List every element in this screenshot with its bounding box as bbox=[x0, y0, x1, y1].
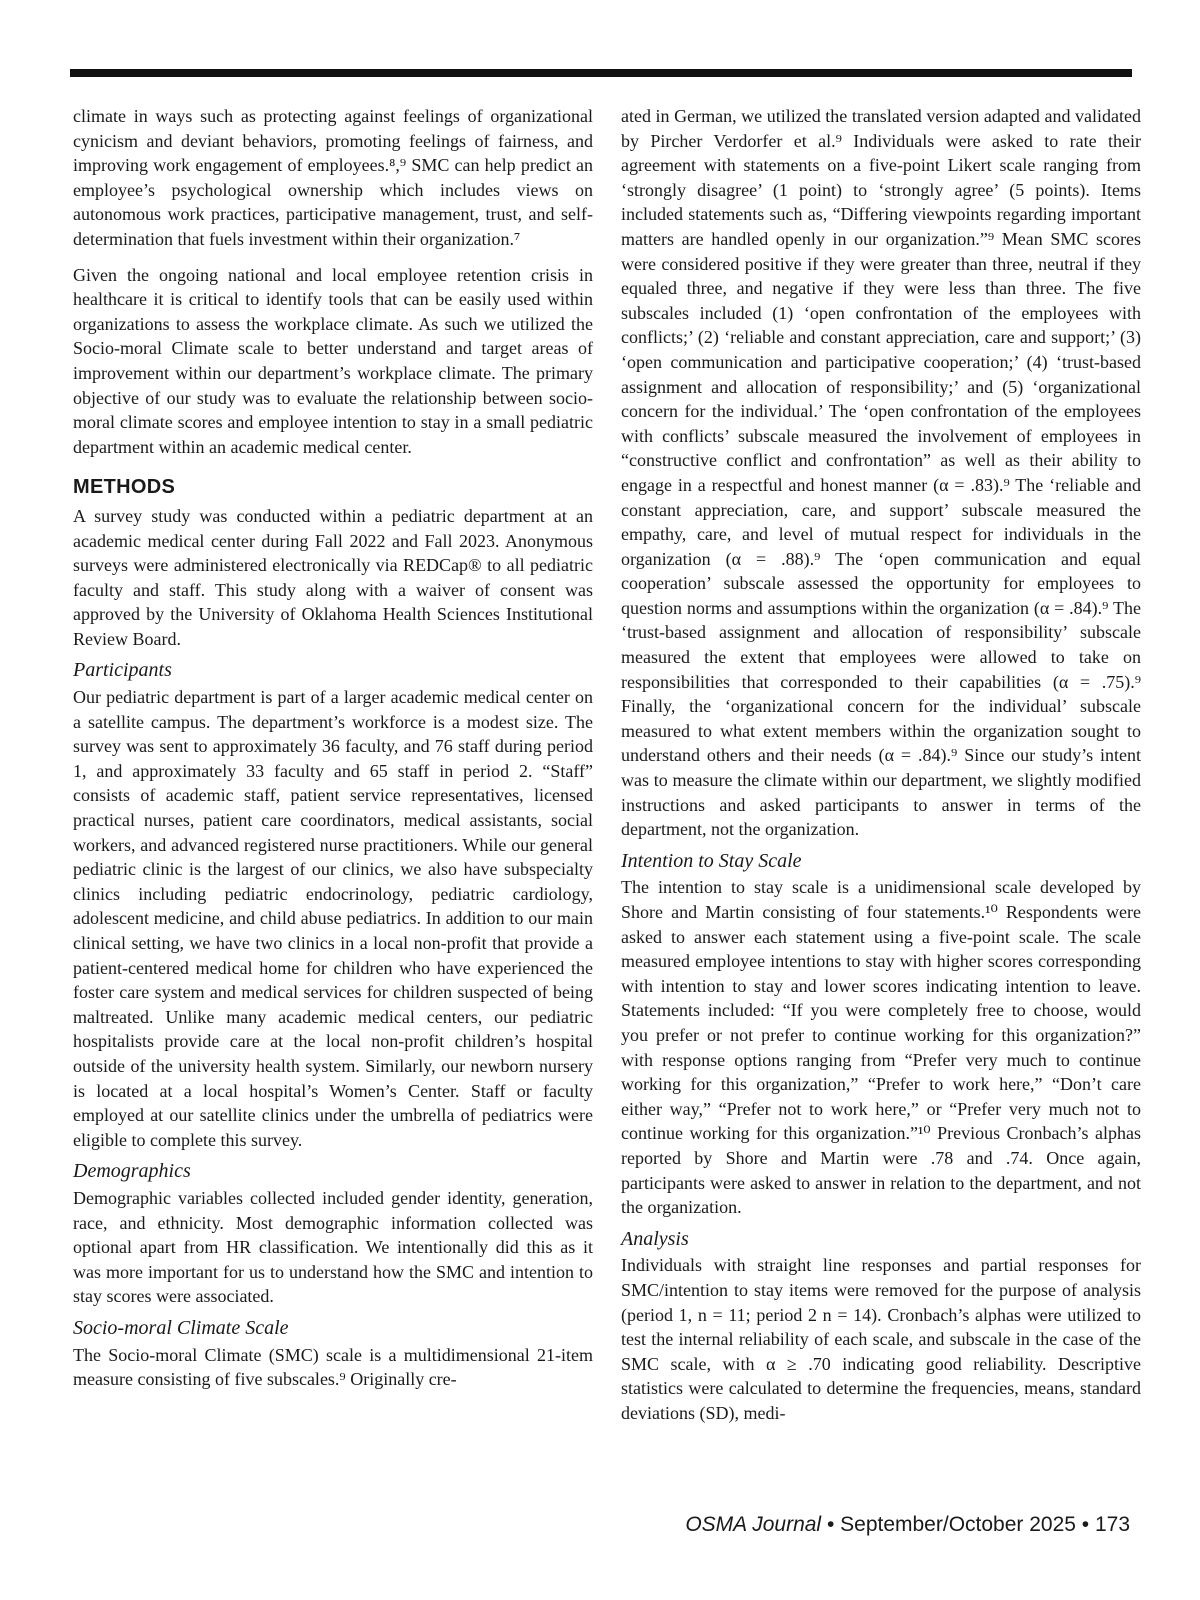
methods-heading: METHODS bbox=[73, 476, 176, 499]
top-rule bbox=[70, 69, 1132, 77]
demographics-paragraph: Demographic variables collected included gender identity, generation, race, and ethnicity. Most demographic information collected was optional apart from HR classification. We intentionally did this as it was more important for us to understand how the SMC and intention to stay scores were associated. bbox=[73, 1187, 593, 1307]
left-column bbox=[73, 104, 593, 1399]
intro-paragraph-1: climate in ways such as protecting against feelings of organizational cynicism and deviant behaviors, promoting feelings of fairness, and improving work engagement of employees.⁸,⁹ SMC can help predict an employee’s psychological ownership which includes views on autonomous work practices, participative management, trust, and self-determination that fuels investment within their organization.⁷ bbox=[73, 106, 593, 249]
analysis-paragraph: Individuals with straight line responses and partial responses for SMC/intention to stay items were removed for the purpose of analysis (period 1, n = 11; period 2 n = 14). Cronbach’s alphas were utilized to test the internal reliability of each scale, and subscale in the case of the SMC scale, with α ≥ .70 indicating good reliability. Descriptive statistics were calculated to determine the frequencies, means, standard deviations (SD), medi- bbox=[621, 1255, 1141, 1423]
smc-paragraph: The Socio-moral Climate (SMC) scale is a multidimensional 21-item measure consisting of five subscales.⁹ Originally cre- bbox=[73, 1344, 593, 1390]
right-column bbox=[621, 104, 1141, 1432]
intention-heading: Intention to Stay Scale bbox=[621, 849, 802, 872]
smc-continued-paragraph: ated in German, we utilized the translated version adapted and validated by Pircher Verdorfer et al.⁹ Individuals were asked to rate their agreement with statements on a five-point Likert scale ranging from ‘strongly disagree’ (1 point) to ‘strongly agree’ (5 points). Items included statements such as, “Differing viewpoints regarding important matters are handled openly in our organization.”⁹ Mean SMC scores were considered positive if they were greater than three, neutral if they equaled three, and negative if they were less than three. The five subscales included (1) ‘open confrontation of the employees with conflicts;’ (2) ‘reliable and constant appreciation, care and support;’ (3) ‘open communication and participative cooperation;’ (4) ‘trust-based assignment and allocation of responsibility;’ and (5) ‘organizational concern for the individual.’ The ‘open confrontation of the employees with conflicts’ subscale measured the involvement of employees in “constructive conflict and confrontation” as well as their ability to engage in a respectful and honest manner (α = .83).⁹ The ‘reliable and constant appreciation, care, and support’ subscale measured the empathy, care, and level of mutual respect for individuals in the organization (α = .88).⁹ The ‘open communication and equal cooperation’ subscale assessed the opportunity for employees to question norms and assumptions within the organization (α = .84).⁹ The ‘trust-based assignment and allocation of responsibility’ subscale measured the extent that employees were allowed to take on responsibilities that corresponded to their capabilities (α = .75).⁹ Finally, the ‘organizational concern for the individual’ subscale measured to what extent members within the organization sought to understand others and their needs (α = .84).⁹ Since our study’s intent was to measure the climate within our department, we slightly modified instructions and asked participants to answer in terms of the department, not the organization. bbox=[621, 106, 1141, 840]
participants-heading: Participants bbox=[73, 659, 172, 682]
smc-heading: Socio-moral Climate Scale bbox=[73, 1316, 289, 1339]
issue-and-page: • September/October 2025 • 173 bbox=[821, 1513, 1130, 1536]
intro-paragraph-2: Given the ongoing national and local employee retention crisis in healthcare it is critical to identify tools that can be easily used within organizations to assess the workplace climate. As such we utilized the Socio-moral Climate scale to better understand and target areas of improvement within our department’s workplace climate. The primary objective of our study was to evaluate the relationship between socio-moral climate scores and employee intention to stay in a small pediatric department within an academic medical center. bbox=[73, 264, 593, 457]
participants-paragraph: Our pediatric department is part of a larger academic medical center on a satellite campus. The department’s workforce is a modest size. The survey was sent to approximately 36 faculty, and 76 staff during period 1, and approximately 33 faculty and 65 staff in period 2. “Staff” consists of academic staff, patient service representatives, licensed practical nurses, patient care coordinators, medical assistants, social workers, and advanced registered nurse practitioners. While our general pediatric clinic is the largest of our clinics, we also have subspecialty clinics including pediatric endocrinology, pediatric cardiology, adolescent medicine, and child abuse pediatrics. In addition to our main clinical setting, we have two clinics in a local non-profit that provide a patient-centered medical home for children who have experienced the foster care system and medical services for children suspected of being maltreated. Unlike many academic medical centers, our pediatric hospitalists provide care at the local non-profit children’s hospital outside of the university health system. Similarly, our newborn nursery is located at a local hospital’s Women’s Center. Staff or faculty employed at our satellite clinics under the umbrella of pediatrics were eligible to complete this survey. bbox=[73, 687, 593, 1150]
analysis-heading: Analysis bbox=[621, 1227, 689, 1250]
intention-paragraph: The intention to stay scale is a unidimensional scale developed by Shore and Martin consisting of four statements.¹⁰ Respondents were asked to answer each statement using a five-point scale. The scale measured employee intentions to stay with higher scores corresponding with intention to stay and lower scores indicating intention to leave. Statements included: “If you were completely free to choose, would you prefer or not prefer to continue working for this organization?” with response options ranging from “Prefer very much to continue working for this organization,” “Prefer to work here,” “Don’t care either way,” “Prefer not to work here,” or “Prefer very much not to continue working for this organization.”¹⁰ Previous Cronbach’s alphas reported by Shore and Martin were .78 and .74. Once again, participants were asked to answer in relation to the department, and not the organization. bbox=[621, 877, 1141, 1218]
journal-name: OSMA Journal bbox=[685, 1513, 822, 1536]
page-footer bbox=[685, 1513, 1130, 1537]
demographics-heading: Demographics bbox=[73, 1160, 191, 1183]
methods-paragraph: A survey study was conducted within a pediatric department at an academic medical center during Fall 2022 and Fall 2023. Anonymous surveys were administered electronically via REDCap® to all pediatric faculty and staff. This study along with a waiver of consent was approved by the University of Oklahoma Health Sciences Institutional Review Board. bbox=[73, 505, 593, 649]
